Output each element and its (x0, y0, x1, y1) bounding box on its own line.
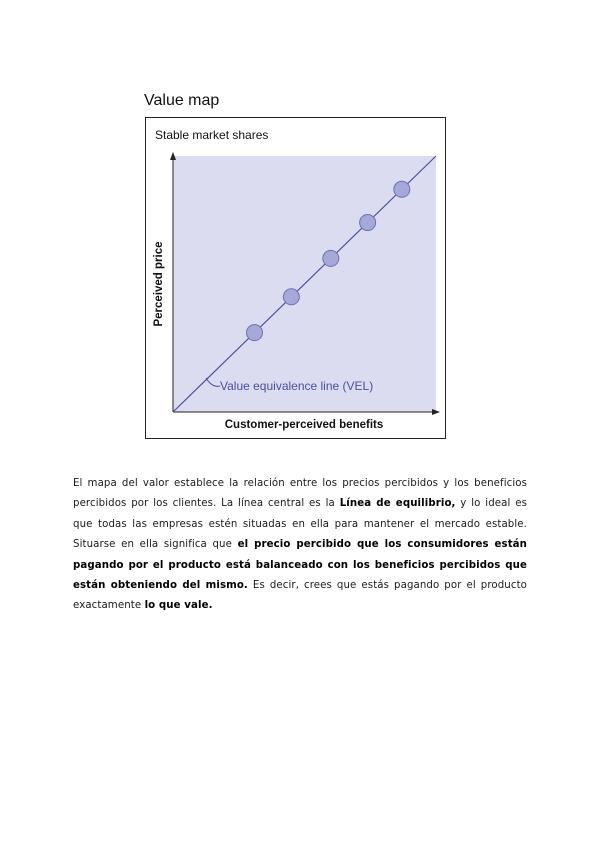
paragraph-bold-1: Línea de equilibrio, (339, 498, 456, 510)
body-paragraph (73, 474, 527, 617)
data-point-5 (394, 181, 410, 197)
y-axis-title: Perceived price (153, 241, 165, 327)
data-point-2 (283, 289, 299, 305)
data-point-4 (360, 215, 376, 231)
data-point-1 (247, 325, 263, 341)
paragraph-text-3: Es decir, crees que estás pagando por el producto exactamente (73, 580, 527, 612)
chart-subtitle: Stable market shares (155, 128, 269, 142)
figure-title: Value map (144, 92, 220, 109)
vel-label: Value equivalence line (VEL) (220, 379, 374, 393)
x-axis-title: Customer-perceived benefits (224, 419, 384, 431)
paragraph-text-2: y lo ideal es que todas las empresas estén situadas en ella para mantener el mercado estable. Situarse en ella significa que (73, 498, 527, 551)
paragraph-bold-3: lo que vale. (144, 600, 213, 612)
paragraph-bold-2: el precio percibido que los consumidores están pagando por el producto está balanceado con los beneficios percibidos que están obteniendo del mismo. (73, 539, 527, 592)
value-map-chart (146, 118, 445, 438)
data-point-3 (323, 250, 339, 266)
paragraph-text-1: El mapa del valor establece la relación entre los precios percibidos y los beneficios percibidos por los clientes. La línea central es la (73, 478, 527, 510)
value-map-figure (145, 117, 446, 439)
